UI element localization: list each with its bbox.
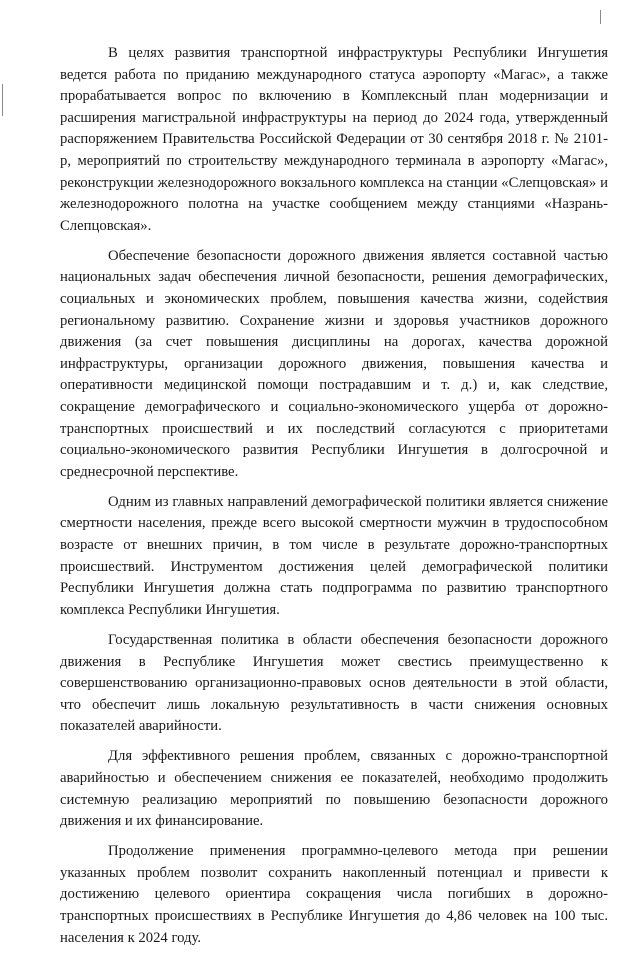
paragraph-transport-infrastructure: В целях развития транспортной инфраструктуры Республики Ингушетия ведется работа по приданию международного статуса аэропорту «Магас», а также прорабатывается вопрос по включению в Комплексный план модернизации и расширения магистральной инфраструктуры на период до 2024 года, утвержденный распоряжением Правительства Российской Федерации от 30 сентября 2018 г. № 2101-р, мероприятий по строительству международного терминала в аэропорту «Магас», реконструкции железнодорожного вокзального комплекса на станции «Слепцовская» и железнодорожного полотна на участке сообщением между станциями «Назрань-Слепцовская».	[60, 45, 608, 234]
scan-artifact-mark	[600, 10, 601, 24]
paragraph-program-method: Продолжение применения программно-целевого метода при решении указанных проблем позволит сохранить накопленный потенциал и привести к достижению целевого ориентира сокращения числа погибших в дорожно-транспортных происшествиях в Республике Ингушетия до 4,86 человек на 100 тыс. населения к 2024 году.	[60, 843, 608, 946]
scan-artifact-mark	[2, 84, 3, 116]
paragraph-road-safety: Обеспечение безопасности дорожного движения является составной частью национальных задач обеспечения личной безопасности, решения демографических, социальных и экономических проблем, повышения качества жизни, содействия региональному развитию. Сохранение жизни и здоровья участников дорожного движения (за счет повышения дисциплины на дорогах, качества дорожной инфраструктуры, организации дорожного движения, повышения качества и оперативности медицинской помощи пострадавшим и т. д.) и, как следствие, сокращение демографического и социально-экономического ущерба от дорожно-транспортных происшествий и их последствий согласуются с приоритетами социально-экономического развития Республики Ингушетия в долгосрочной и среднесрочной перспективе.	[60, 247, 608, 480]
paragraph-effective-solution: Для эффективного решения проблем, связанных с дорожно-транспортной аварийностью и обеспечением снижения ее показателей, необходимо продолжить системную реализацию мероприятий по повышению безопасности дорожного движения и их финансирование.	[60, 748, 608, 830]
paragraph-state-policy: Государственная политика в области обеспечения безопасности дорожного движения в Республике Ингушетия может свестись преимущественно к совершенствованию организационно-правовых основ деятельности в этой области, что обеспечит лишь локальную результативность в части снижения основных показателей аварийности.	[60, 631, 608, 735]
paragraph-demographic-policy: Одним из главных направлений демографической политики является снижение смертности населения, прежде всего высокой смертности мужчин в трудоспособном возрасте от внешних причин, в том числе в результате дорожно-транспортных происшествий. Инструментом достижения целей демографической политики Республики Ингушетия должна стать подпрограмма по развитию транспортного комплекса Республики Ингушетия.	[60, 493, 608, 618]
document-body	[60, 43, 608, 958]
